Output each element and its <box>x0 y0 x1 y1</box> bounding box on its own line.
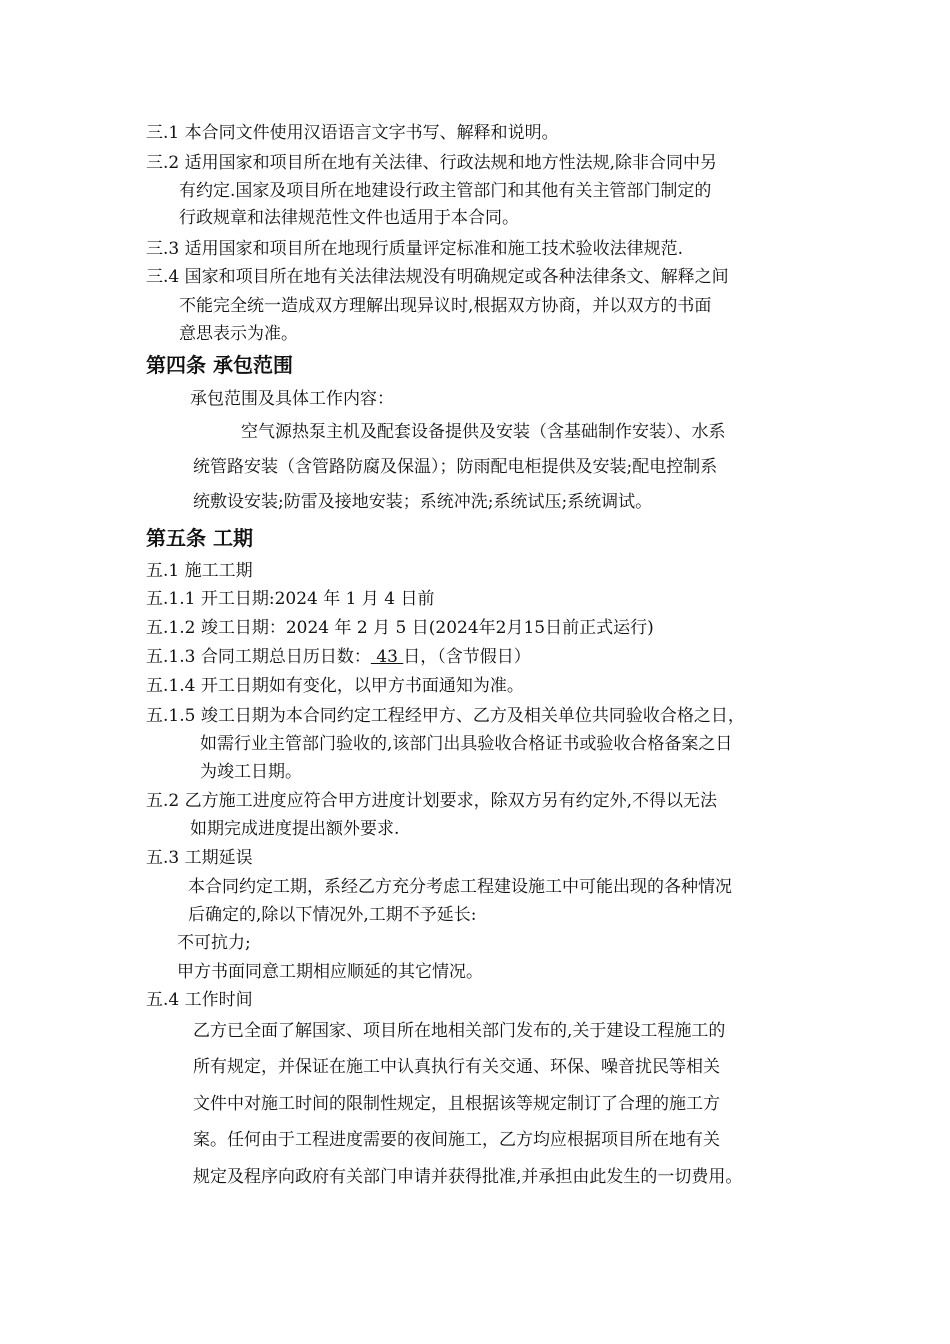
clause-5-1-3 <box>146 646 531 668</box>
clause-3-1: 三.1 本合同文件使用汉语语言文字书写、解释和说明。 <box>146 123 559 143</box>
clause-5-1-3-prefix: 五.1.3 合同工期总日历日数： <box>146 647 371 667</box>
clause-3-4-line1: 三.4 国家和项目所在地有关法律法规没有明确规定或各种法律条文、解释之间 <box>146 267 729 287</box>
clause-5-3-text-line2: 后确定的,除以下情况外,工期不予延长: <box>188 905 477 925</box>
clause-5-4-text-line5: 规定及程序向政府有关部门申请并获得批准,并承担由此发生的一切费用。 <box>193 1167 743 1187</box>
clause-5-4-text-line2: 所有规定，并保证在施工中认真执行有关交通、环保、噪音扰民等相关 <box>193 1057 720 1077</box>
clause-5-1-5-line2: 如需行业主管部门验收的,该部门出具验收合格证书或验收合格备案之日 <box>200 734 733 754</box>
clause-5-4-text-line4: 案。任何由于工程进度需要的夜间施工，乙方均应根据项目所在地有关 <box>193 1130 720 1150</box>
exception-force-majeure: 不可抗力; <box>177 933 251 953</box>
scope-text-line2: 统管路安装（含管路防腐及保温）；防雨配电柜提供及安装;配电控制系 <box>193 457 718 477</box>
clause-3-2-line2: 有约定.国家及项目所在地建设行政主管部门和其他有关主管部门制定的 <box>179 181 712 201</box>
article-5-heading: 第五条 工期 <box>146 526 253 550</box>
clause-5-2-line2: 如期完成进度提出额外要求. <box>190 819 400 839</box>
clause-5-1: 五.1 施工工期 <box>146 561 253 581</box>
exception-other: 甲方书面同意工期相应顺延的其它情况。 <box>177 962 483 982</box>
clause-3-3: 三.3 适用国家和项目所在地现行质量评定标准和施工技术验收法律规范. <box>146 239 684 259</box>
clause-3-2-line3: 行政规章和法律规范性文件也适用于本合同。 <box>179 208 519 228</box>
clause-5-1-3-suffix: 日，（含节假日） <box>403 647 531 667</box>
scope-text-line3: 统敷设安装;防雷及接地安装；系统冲洗;系统试压;系统调试。 <box>193 492 653 512</box>
clause-5-1-5-line1: 五.1.5 竣工日期为本合同约定工程经甲方、乙方及相关单位共同验收合格之日， <box>146 706 745 726</box>
scope-text-line1: 空气源热泵主机及配套设备提供及安装（含基础制作安装）、水系 <box>241 422 726 442</box>
article-4-heading: 第四条 承包范围 <box>146 353 293 377</box>
clause-5-1-2: 五.1.2 竣工日期：2024 年 2 月 5 日(2024年2月15日前正式运行) <box>146 618 654 638</box>
clause-3-4-line3: 意思表示为准。 <box>179 324 298 344</box>
clause-5-2-line1: 五.2 乙方施工进度应符合甲方进度计划要求，除双方另有约定外,不得以无法 <box>146 791 718 811</box>
clause-5-1-5-line3: 为竣工日期。 <box>200 762 302 782</box>
scope-intro: 承包范围及具体工作内容： <box>190 389 394 409</box>
clause-5-3: 五.3 工期延误 <box>146 848 253 868</box>
clause-5-4-text-line3: 文件中对施工时间的限制性规定，且根据该等规定制订了合理的施工方 <box>193 1094 720 1114</box>
clause-5-3-text-line1: 本合同约定工期，系经乙方充分考虑工程建设施工中可能出现的各种情况 <box>188 877 732 897</box>
clause-5-4-text-line1: 乙方已全面了解国家、项目所在地相关部门发布的,关于建设工程施工的 <box>193 1021 726 1041</box>
clause-3-4-line2: 不能完全统一造成双方理解出现异议时,根据双方协商，并以双方的书面 <box>179 296 712 316</box>
contract-days-value: 43 <box>370 647 404 667</box>
clause-3-2-line1: 三.2 适用国家和项目所在地有关法律、行政法规和地方性法规,除非合同中另 <box>146 153 718 173</box>
clause-5-1-4: 五.1.4 开工日期如有变化，以甲方书面通知为准。 <box>146 676 524 696</box>
clause-5-1-1: 五.1.1 开工日期:2024 年 1 月 4 日前 <box>146 589 435 609</box>
clause-5-4: 五.4 工作时间 <box>146 990 253 1010</box>
